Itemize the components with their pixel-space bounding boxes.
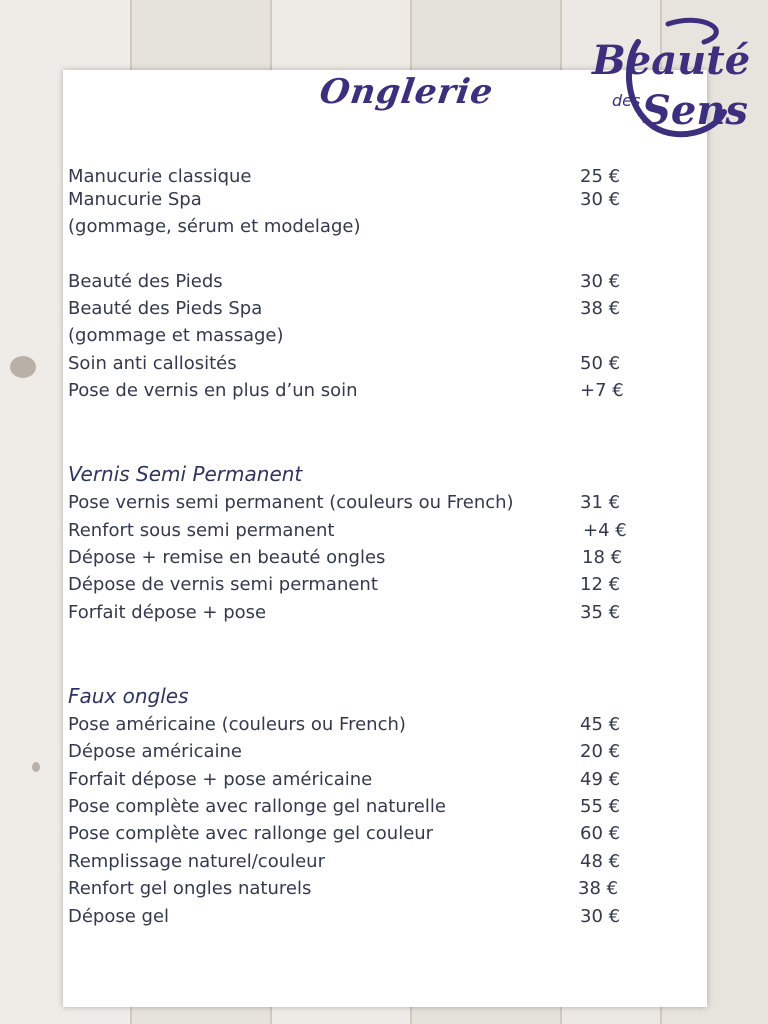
service-label: Renfort sous semi permanent <box>68 520 335 541</box>
service-label: Renfort gel ongles naturels <box>68 878 312 899</box>
service-price: 30 € <box>580 271 621 292</box>
service-label: Pose américaine (couleurs ou French) <box>68 714 406 735</box>
service-note: (gommage, sérum et modelage) <box>68 216 361 237</box>
service-label: Forfait dépose + pose américaine <box>68 769 373 790</box>
service-price: 48 € <box>580 851 621 872</box>
service-label: Forfait dépose + pose <box>68 602 267 623</box>
page-title: Onglerie <box>317 72 496 112</box>
service-label: Dépose + remise en beauté ongles <box>68 547 386 568</box>
logo-word-des: des <box>612 91 641 110</box>
service-label: Soin anti callosités <box>68 353 237 374</box>
service-price: 20 € <box>580 741 621 762</box>
service-price: 55 € <box>580 796 621 817</box>
service-price: 12 € <box>580 574 621 595</box>
service-price: 30 € <box>580 189 621 210</box>
service-price: 18 € <box>582 547 623 568</box>
service-price: 38 € <box>578 878 619 899</box>
logo-word-sens: Sens <box>642 87 748 134</box>
service-price: 31 € <box>580 492 621 513</box>
service-label: Manucurie Spa <box>68 189 202 210</box>
service-price: 60 € <box>580 823 621 844</box>
brand-logo <box>584 12 756 140</box>
service-price: +7 € <box>580 380 624 401</box>
service-label: Manucurie classique <box>68 166 252 187</box>
service-price: +4 € <box>583 520 627 541</box>
service-price: 50 € <box>580 353 621 374</box>
section-heading: Vernis Semi Permanent <box>68 462 303 486</box>
service-price: 30 € <box>580 906 621 927</box>
wood-knot <box>10 356 36 378</box>
logo-word-beaute: Beauté <box>592 37 751 84</box>
service-label: Pose de vernis en plus d’un soin <box>68 380 358 401</box>
service-label: Pose complète avec rallonge gel couleur <box>68 823 434 844</box>
service-price: 25 € <box>580 166 621 187</box>
service-label: Remplissage naturel/couleur <box>68 851 325 872</box>
wood-knot <box>32 762 40 772</box>
service-price: 38 € <box>580 298 621 319</box>
service-label: Dépose américaine <box>68 741 242 762</box>
section-heading: Faux ongles <box>68 684 189 708</box>
service-price: 45 € <box>580 714 621 735</box>
service-label: Pose complète avec rallonge gel naturelle <box>68 796 446 817</box>
service-label: Dépose gel <box>68 906 170 927</box>
service-label: Dépose de vernis semi permanent <box>68 574 378 595</box>
service-price: 35 € <box>580 602 621 623</box>
service-price: 49 € <box>580 769 621 790</box>
service-note: (gommage et massage) <box>68 325 284 346</box>
service-label: Pose vernis semi permanent (couleurs ou French) <box>68 492 514 513</box>
service-label: Beauté des Pieds Spa <box>68 298 263 319</box>
service-label: Beauté des Pieds <box>68 271 223 292</box>
